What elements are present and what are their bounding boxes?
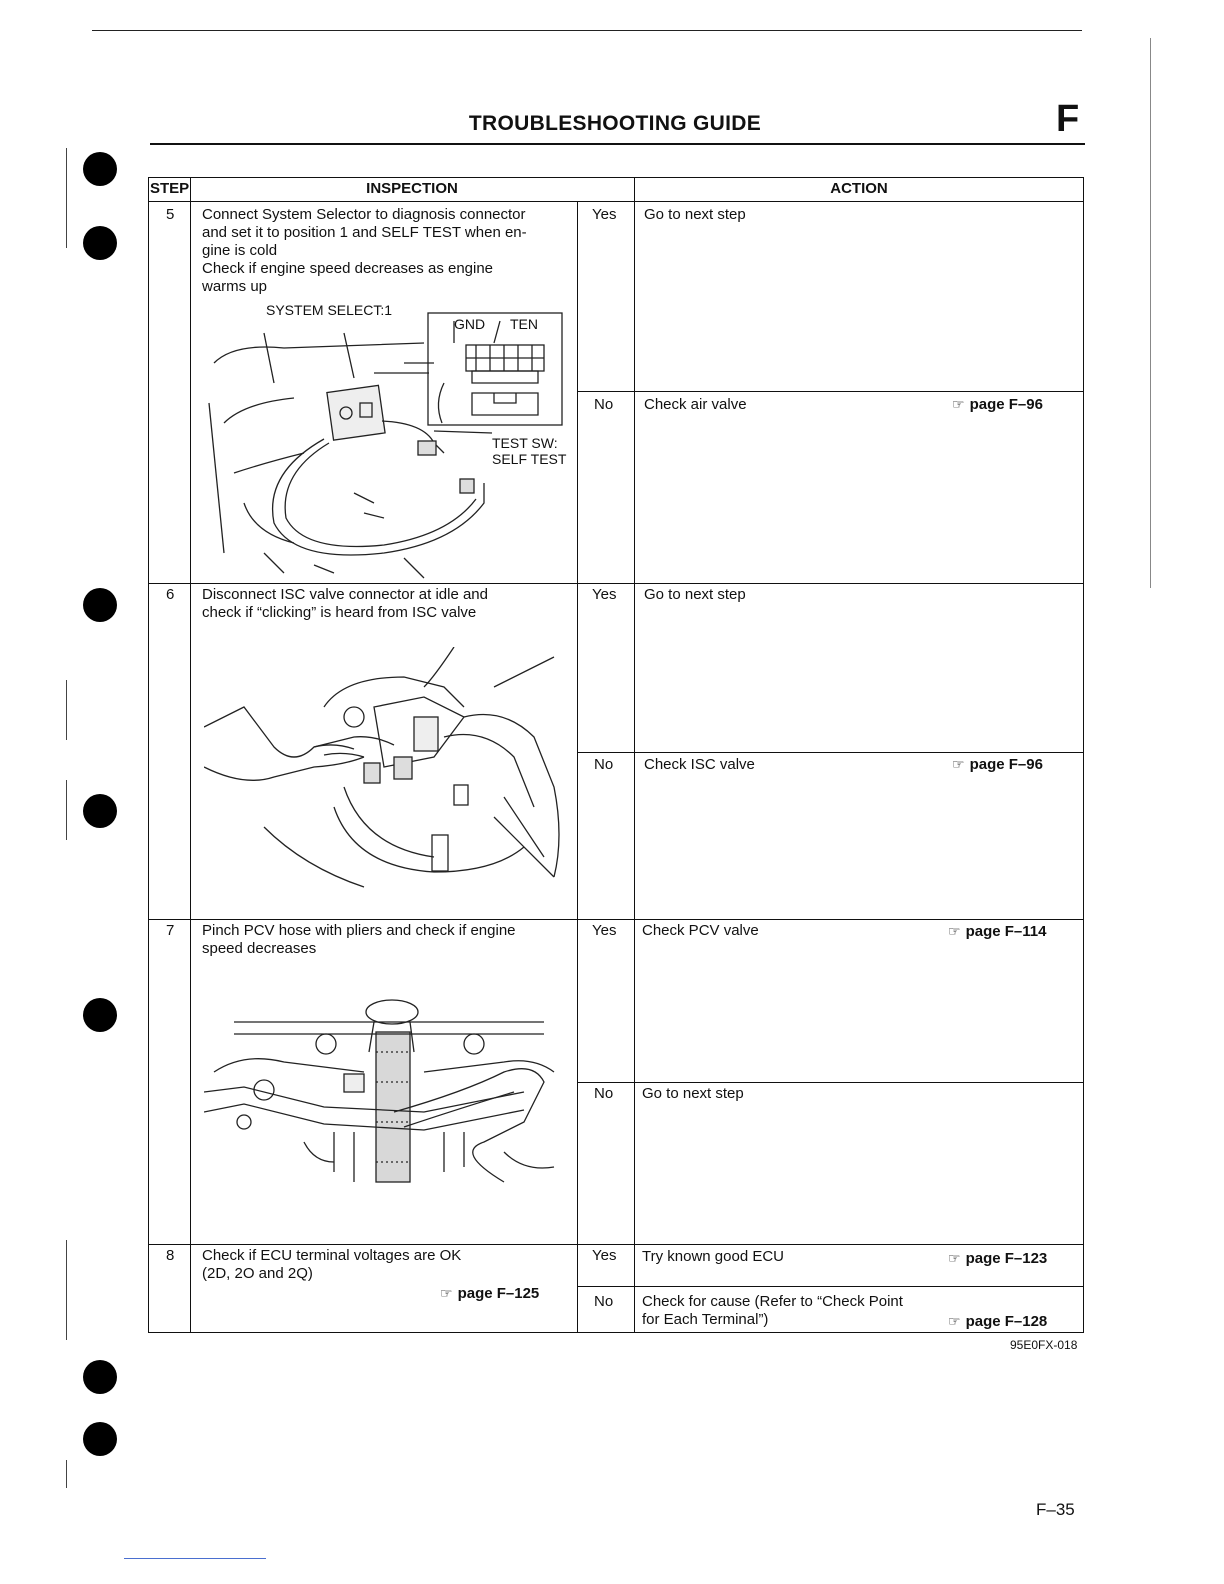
inspection-text bbox=[202, 1247, 574, 1283]
pointing-hand-icon: ☞ bbox=[440, 1285, 452, 1301]
step-number: 5 bbox=[166, 206, 175, 223]
margin-line bbox=[66, 680, 67, 740]
header-action: ACTION bbox=[830, 180, 888, 197]
inspection-line: warms up bbox=[202, 278, 268, 295]
action-line: Check for cause (Refer to “Check Point bbox=[642, 1293, 903, 1310]
page-reference-text: page F–96 bbox=[969, 396, 1043, 413]
margin-line bbox=[66, 148, 67, 248]
page-reference-text: page F–96 bbox=[969, 756, 1043, 773]
row-divider bbox=[148, 583, 1084, 584]
page-reference bbox=[440, 1285, 539, 1302]
system-selector-illustration bbox=[204, 303, 574, 581]
inspection-line: and set it to position 1 and SELF TEST when en- bbox=[202, 224, 527, 241]
page-reference bbox=[952, 396, 1043, 413]
pointing-hand-icon: ☞ bbox=[948, 923, 960, 939]
action-text: Go to next step bbox=[644, 586, 746, 603]
action-line: for Each Terminal”) bbox=[642, 1311, 769, 1328]
isc-valve-illustration bbox=[204, 647, 574, 915]
step-number: 8 bbox=[166, 1247, 175, 1264]
no-label: No bbox=[594, 1085, 614, 1102]
figure-code: 95E0FX-018 bbox=[1010, 1338, 1078, 1352]
action-text bbox=[642, 1293, 903, 1329]
inspection-text bbox=[202, 922, 574, 958]
page-reference-text: page F–114 bbox=[965, 923, 1047, 940]
punch-hole bbox=[83, 1422, 117, 1456]
pcv-hose-illustration bbox=[204, 992, 574, 1240]
inspection-text bbox=[202, 586, 574, 622]
yes-label: Yes bbox=[592, 922, 617, 939]
step-divider bbox=[190, 177, 191, 1333]
inspection-line: Connect System Selector to diagnosis connector bbox=[202, 206, 526, 223]
scan-artifact-line bbox=[124, 1558, 266, 1559]
no-label: No bbox=[594, 396, 614, 413]
action-divider bbox=[634, 177, 635, 1333]
figure-label: GND bbox=[454, 316, 486, 332]
pointing-hand-icon: ☞ bbox=[948, 1250, 960, 1266]
page-reference bbox=[952, 756, 1043, 773]
no-label: No bbox=[594, 1293, 614, 1310]
inspection-line: speed decreases bbox=[202, 940, 317, 957]
yes-no-divider bbox=[577, 1286, 1084, 1287]
troubleshooting-table bbox=[148, 177, 1084, 1333]
pointing-hand-icon: ☞ bbox=[948, 1313, 960, 1329]
page-number: F–35 bbox=[1036, 1500, 1075, 1519]
page-reference-text: page F–128 bbox=[965, 1313, 1048, 1330]
action-text: Go to next step bbox=[644, 206, 746, 223]
page-reference-text: page F–123 bbox=[965, 1250, 1048, 1267]
yes-label: Yes bbox=[592, 206, 617, 223]
yes-label: Yes bbox=[592, 586, 617, 603]
title-rule bbox=[150, 143, 1085, 145]
pointing-hand-icon: ☞ bbox=[952, 396, 964, 412]
yes-no-divider bbox=[577, 752, 1084, 753]
action-text: Check ISC valve bbox=[644, 756, 755, 773]
punch-hole bbox=[83, 152, 117, 186]
top-rule bbox=[92, 30, 1082, 31]
inspection-line: Check if engine speed decreases as engine bbox=[202, 260, 494, 277]
page-reference bbox=[948, 1313, 1047, 1330]
inspection-line: Check if ECU terminal voltages are OK bbox=[202, 1247, 462, 1264]
yes-no-divider bbox=[577, 1082, 1084, 1083]
figure-label: SYSTEM SELECT:1 bbox=[266, 302, 393, 318]
section-letter: F bbox=[1056, 98, 1080, 140]
inspection-line: (2D, 2O and 2Q) bbox=[202, 1265, 313, 1282]
punch-hole bbox=[83, 1360, 117, 1394]
inspection-divider bbox=[577, 201, 578, 1333]
header-inspection: INSPECTION bbox=[366, 180, 458, 197]
margin-line bbox=[1150, 38, 1151, 588]
row-divider bbox=[148, 919, 1084, 920]
margin-line bbox=[66, 1240, 67, 1340]
pointing-hand-icon: ☞ bbox=[952, 756, 964, 772]
punch-hole bbox=[83, 226, 117, 260]
header-step: STEP bbox=[150, 180, 190, 197]
page-title: TROUBLESHOOTING GUIDE bbox=[468, 112, 762, 135]
yes-label: Yes bbox=[592, 1247, 617, 1264]
margin-line bbox=[66, 780, 67, 840]
page-reference-text: page F–125 bbox=[457, 1285, 540, 1302]
inspection-line: Pinch PCV hose with pliers and check if engine bbox=[202, 922, 516, 939]
yes-no-divider bbox=[577, 391, 1084, 392]
inspection-text bbox=[202, 206, 574, 296]
figure-label-line: TEST SW: bbox=[492, 435, 558, 451]
no-label: No bbox=[594, 756, 614, 773]
punch-hole bbox=[83, 998, 117, 1032]
punch-hole bbox=[83, 794, 117, 828]
punch-hole bbox=[83, 588, 117, 622]
figure-label-line: SELF TEST bbox=[492, 451, 567, 467]
action-text: Try known good ECU bbox=[642, 1248, 785, 1265]
margin-line bbox=[66, 1460, 67, 1488]
header-divider bbox=[148, 201, 1084, 202]
page-reference bbox=[948, 923, 1046, 940]
row-divider bbox=[148, 1244, 1084, 1245]
action-text: Go to next step bbox=[642, 1085, 744, 1102]
action-text: Check air valve bbox=[644, 396, 747, 413]
inspection-line: check if “clicking” is heard from ISC valve bbox=[202, 604, 477, 621]
step-number: 6 bbox=[166, 586, 175, 603]
inspection-line: gine is cold bbox=[202, 242, 278, 259]
page-reference bbox=[948, 1250, 1047, 1267]
inspection-line: Disconnect ISC valve connector at idle and bbox=[202, 586, 488, 603]
figure-label: TEN bbox=[510, 316, 538, 332]
step-number: 7 bbox=[166, 922, 175, 939]
action-text: Check PCV valve bbox=[642, 922, 759, 939]
